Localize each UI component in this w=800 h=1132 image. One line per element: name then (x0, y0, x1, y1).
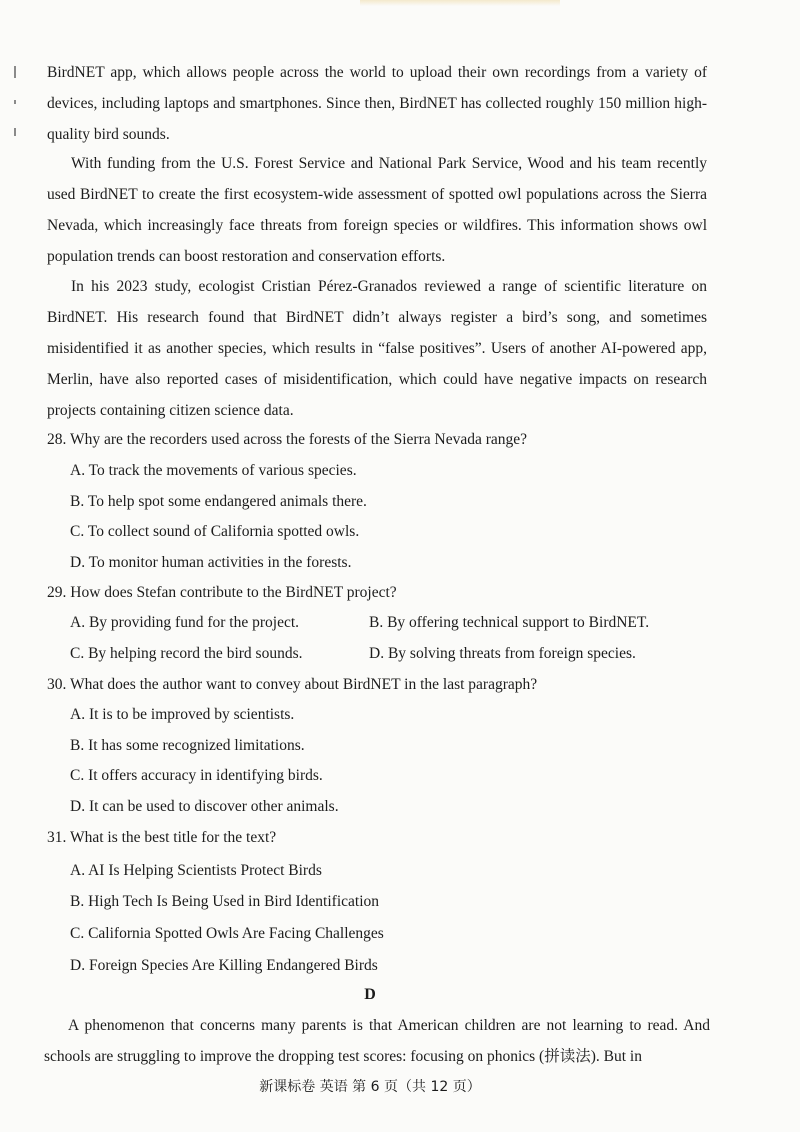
option-30a: A. It is to be improved by scientists. (70, 706, 295, 723)
option-29a: A. By providing fund for the project. (70, 614, 300, 631)
section-heading-d: D (364, 986, 376, 1003)
question-31: 31. What is the best title for the text? (47, 829, 277, 846)
option-30c: C. It offers accuracy in identifying birds. (70, 767, 323, 784)
option-28d: D. To monitor human activities in the forests. (70, 554, 352, 571)
passage-paragraph: BirdNET app, which allows people across the world to upload their own recordings from a variety of devices, including laptops and smartphones. Since then, BirdNET has collected roughly 150 million high-quality bird sounds. (47, 64, 707, 143)
option-29d: D. By solving threats from foreign species. (369, 645, 636, 662)
option-29b: B. By offering technical support to BirdNET. (369, 614, 650, 631)
option-28b: B. To help spot some endangered animals there. (70, 493, 367, 510)
option-30b: B. It has some recognized limitations. (70, 737, 305, 754)
option-28c: C. To collect sound of California spotted owls. (70, 523, 360, 540)
page-footer: 新课标卷 英语 第 6 页（共 12 页） (259, 1079, 481, 1095)
margin-mark (14, 66, 16, 78)
passage-paragraph: With funding from the U.S. Forest Service and National Park Service, Wood and his team recently used BirdNET to create the first ecosystem-wide assessment of spotted owl populations across the Sierra Nevada, which increasingly face threats from foreign species or wildfires. This information shows owl population trends can boost restoration and conservation efforts. (47, 155, 707, 265)
question-28: 28. Why are the recorders used across the forests of the Sierra Nevada range? (47, 431, 528, 448)
section-d-paragraph: A phenomenon that concerns many parents is that American children are not learning to read. And schools are struggling to improve the dropping test scores: focusing on phonics (拼读法). But in (44, 1017, 710, 1065)
option-31b: B. High Tech Is Being Used in Bird Identification (70, 893, 380, 910)
option-30d: D. It can be used to discover other animals. (70, 798, 339, 815)
margin-mark (14, 128, 16, 136)
option-31a: A. AI Is Helping Scientists Protect Birds (70, 862, 322, 879)
question-30: 30. What does the author want to convey about BirdNET in the last paragraph? (47, 676, 538, 693)
passage-paragraph: In his 2023 study, ecologist Cristian Pérez-Granados reviewed a range of scientific literature on BirdNET. His research found that BirdNET didn’t always register a bird’s song, and sometimes misidentified it as another species, which results in “false positives”. Users of another AI-powered app, Merlin, have also reported cases of misidentification, which could have negative impacts on research projects containing citizen science data. (47, 278, 707, 419)
margin-mark (14, 100, 16, 104)
option-29c: C. By helping record the bird sounds. (70, 645, 303, 662)
scan-smudge (360, 0, 560, 6)
option-31d: D. Foreign Species Are Killing Endangered Birds (70, 957, 378, 974)
question-29: 29. How does Stefan contribute to the BirdNET project? (47, 584, 397, 601)
option-28a: A. To track the movements of various species. (70, 462, 357, 479)
option-31c: C. California Spotted Owls Are Facing Challenges (70, 925, 384, 942)
